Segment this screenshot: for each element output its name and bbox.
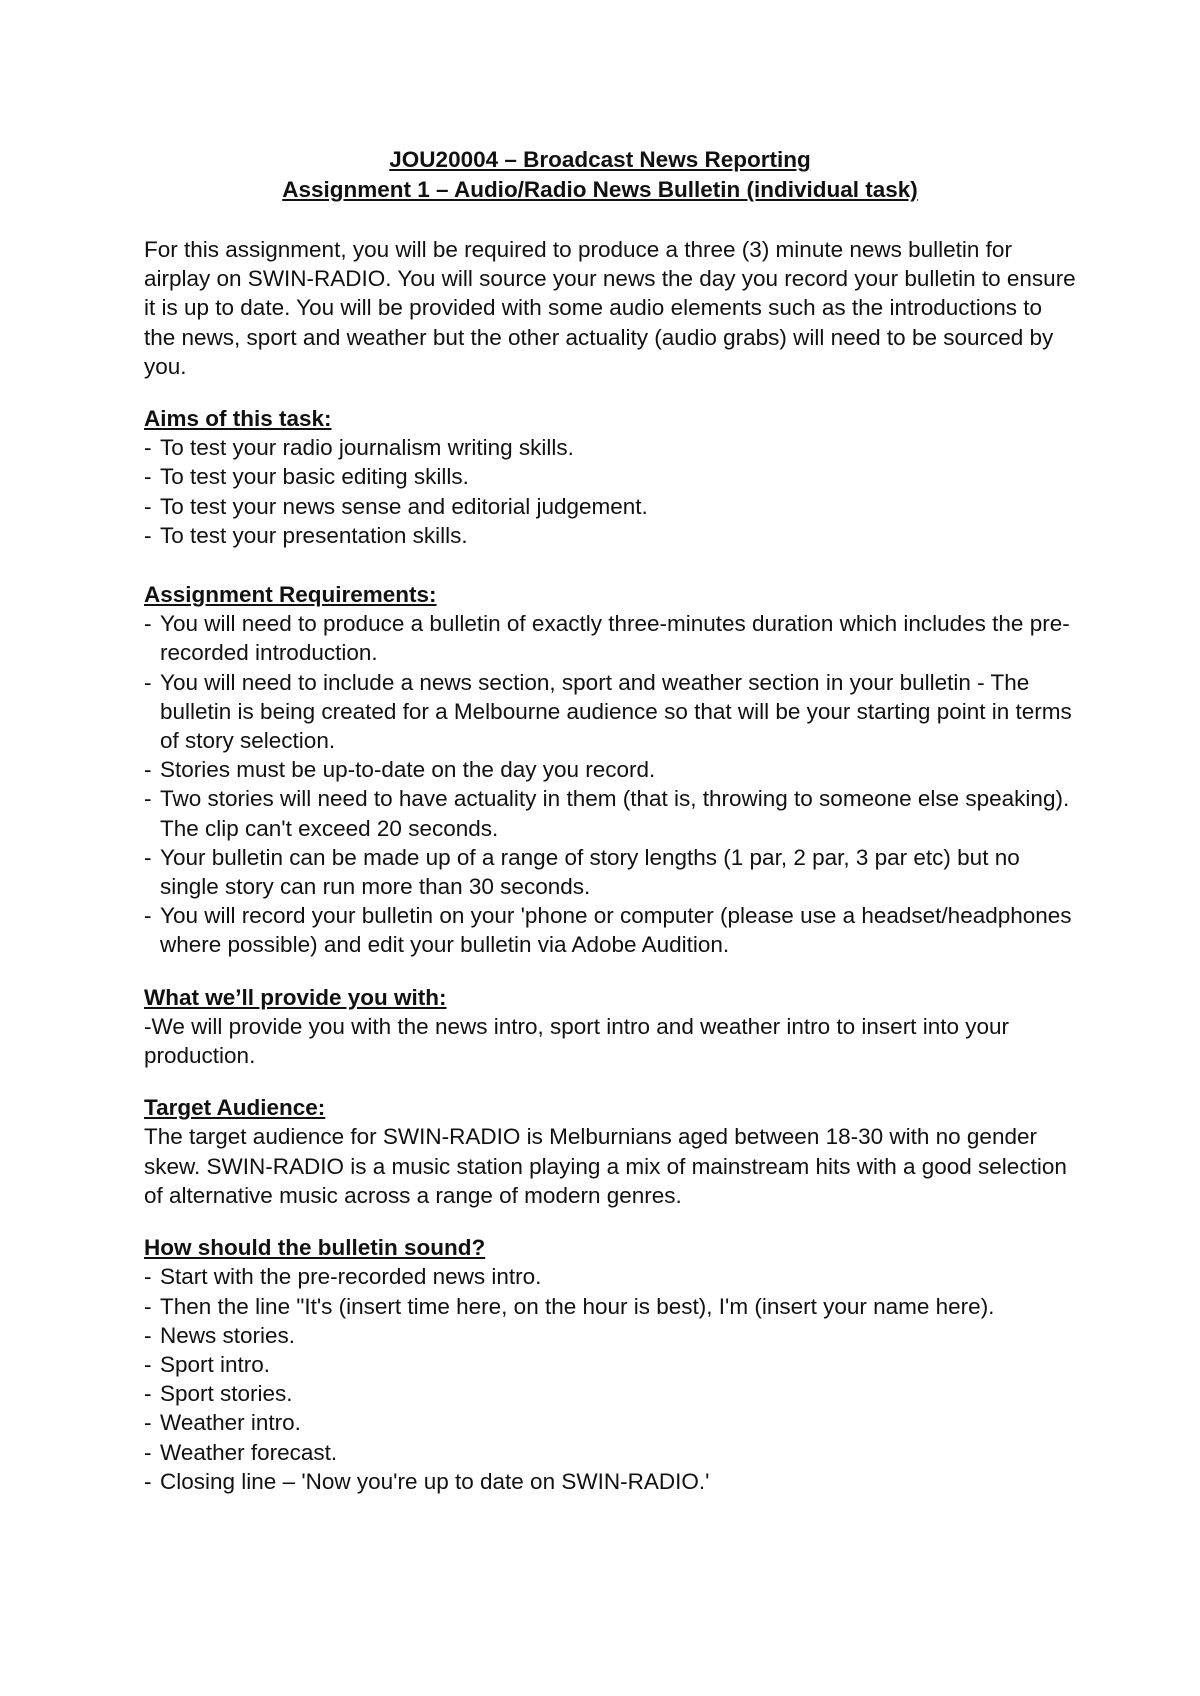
sound-section	[144, 1233, 1079, 1496]
document-body	[144, 235, 1079, 1496]
course-title: JOU20004 – Broadcast News Reporting	[389, 147, 811, 172]
provide-section	[144, 983, 1079, 1071]
intro-paragraph: For this assignment, you will be required to produce a three (3) minute news bulletin for airplay on SWIN-RADIO. You will source your news the day you record your bulletin to ensure it is up to date. You will be provided with some audio elements such as the introductions to the news, sport and weather but the other actuality (audio grabs) will need to be sourced by you.	[144, 237, 1076, 379]
requirements-heading: Assignment Requirements:	[144, 582, 437, 608]
audience-heading: Target Audience:	[144, 1095, 326, 1121]
list-item: - You will need to produce a bulletin of exactly three-minutes duration which includes the pre-recorded introduction.	[144, 611, 1070, 666]
list-item: - To test your basic editing skills.	[144, 464, 469, 490]
list-item: - To test your presentation skills.	[144, 522, 468, 548]
requirements-section	[144, 580, 1079, 960]
assignment-title: Assignment 1 – Audio/Radio News Bulletin (individual task)	[282, 177, 918, 202]
aims-section	[144, 404, 1079, 550]
sound-heading: How should the bulletin sound?	[144, 1235, 486, 1261]
list-item: - Closing line – 'Now you're up to date on SWIN-RADIO.'	[144, 1468, 710, 1494]
list-item: - Stories must be up-to-date on the day you record.	[144, 757, 656, 783]
list-item: - To test your radio journalism writing skills.	[144, 435, 574, 461]
aims-heading: Aims of this task:	[144, 406, 332, 432]
requirements-list	[144, 609, 1079, 959]
list-item: - You will need to include a news section, sport and weather section in your bulletin - The bulletin is being created for a Melbourne audience so that will be your starting point in terms of story selection.	[144, 669, 1072, 754]
list-item: - Start with the pre-recorded news intro.	[144, 1264, 542, 1290]
list-item: - Sport stories.	[144, 1381, 293, 1407]
sound-list	[144, 1262, 1079, 1496]
audience-text: The target audience for SWIN-RADIO is Melburnians aged between 18-30 with no gender skew. SWIN-RADIO is a music station playing a mix of mainstream hits with a good selection of alternative music across a range of modern genres.	[144, 1124, 1067, 1208]
aims-list	[144, 433, 1079, 550]
list-item: - Two stories will need to have actuality in them (that is, throwing to someone else speaking). The clip can't exceed 20 seconds.	[144, 786, 1070, 841]
provide-heading: What we’ll provide you with:	[144, 984, 447, 1010]
list-item: - To test your news sense and editorial judgement.	[144, 493, 648, 519]
document-header	[0, 145, 1200, 205]
list-item: - Sport intro.	[144, 1351, 271, 1377]
list-item: - Weather forecast.	[144, 1439, 338, 1465]
list-item: - Then the line "It's (insert time here, on the hour is best), I'm (insert your name here).	[144, 1293, 995, 1319]
provide-text: -We will provide you with the news intro, sport intro and weather intro to insert into your production.	[144, 1013, 1009, 1069]
list-item: - Weather intro.	[144, 1410, 301, 1436]
list-item: - You will record your bulletin on your 'phone or computer (please use a headset/headphones where possible) and edit your bulletin via Adobe Audition.	[144, 903, 1072, 958]
list-item: - Your bulletin can be made up of a range of story lengths (1 par, 2 par, 3 par etc) but no single story can run more than 30 seconds.	[144, 844, 1020, 900]
audience-section	[144, 1093, 1079, 1210]
list-item: - News stories.	[144, 1322, 296, 1348]
